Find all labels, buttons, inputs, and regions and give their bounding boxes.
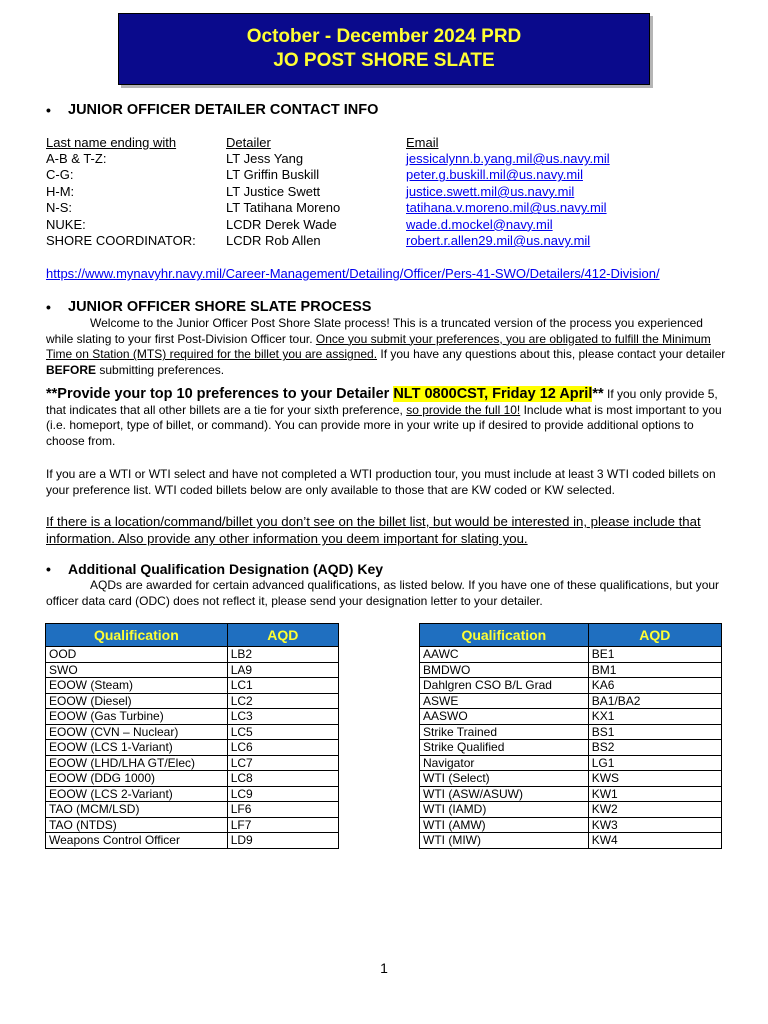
qualification-cell: Strike Trained: [420, 724, 589, 740]
process-paragraph-2: [46, 387, 726, 449]
qualification-cell: EOOW (Diesel): [46, 693, 228, 709]
qualification-cell: ASWE: [420, 693, 589, 709]
bullet-icon: •: [46, 299, 51, 315]
table-row: [46, 709, 339, 725]
qualification-cell: TAO (MCM/LSD): [46, 802, 228, 818]
process-heading-text: JUNIOR OFFICER SHORE SLATE PROCESS: [68, 299, 372, 315]
aqd-code-cell: LC1: [227, 678, 338, 694]
p1-text-b: If you have any questions about this, please contact your detailer: [377, 347, 726, 362]
table-row: [420, 740, 722, 756]
qualification-cell: BMDWO: [420, 662, 589, 678]
p1-underlined: Once you submit your preferences, you are obligated to fulfill the Minimum Time on Station (MTS) required for the billet you are assigned.: [46, 331, 711, 362]
table-row: [46, 693, 339, 709]
contact-range: SHORE COORDINATOR:: [46, 233, 196, 248]
aqd-code-cell: KX1: [588, 709, 721, 725]
contact-detailer: LT Justice Swett: [226, 183, 321, 199]
detailers-page-url[interactable]: https://www.mynavyhr.navy.mil/Career-Management/Detailing/Officer/Pers-41-SWO/Detailers/412-Division/: [46, 266, 660, 281]
qualification-cell: WTI (AMW): [420, 817, 589, 833]
aqd-code-cell: LG1: [588, 755, 721, 771]
table-row: [420, 833, 722, 849]
p1-text-a: Welcome to the Junior Officer Post Shore Slate process! This is a truncated version of the process you experienced while slating to your first Post-Division Officer tour.: [46, 316, 703, 346]
title-line-1: October - December 2024 PRD: [246, 26, 522, 47]
aqd-code-cell: LF7: [227, 817, 338, 833]
process-paragraph-3: If you are a WTI or WTI select and have not completed a WTI production tour, you must include at least 3 WTI coded billets on your preference list. WTI coded billets below are only available to those that are KW coded or KW selected.: [46, 467, 716, 497]
qualification-cell: WTI (ASW/ASUW): [420, 786, 589, 802]
contact-heading-text: JUNIOR OFFICER DETAILER CONTACT INFO: [68, 102, 379, 118]
table-row: [420, 647, 722, 663]
aqd-code-cell: LA9: [227, 662, 338, 678]
aqd-code-cell: KWS: [588, 771, 721, 787]
p2-underlined: so provide the full 10!: [406, 402, 521, 417]
qualification-cell: EOOW (Gas Turbine): [46, 709, 228, 725]
p1-text-c: submitting preferences.: [96, 362, 225, 377]
col-header-qualification: Qualification: [46, 624, 228, 647]
contact-detailer: LT Griffin Buskill: [226, 167, 320, 183]
aqd-code-cell: LC8: [227, 771, 338, 787]
qualification-cell: SWO: [46, 662, 228, 678]
qualification-cell: EOOW (LHD/LHA GT/Elec): [46, 755, 228, 771]
contact-email-link[interactable]: justice.swett.mil@us.navy.mil: [406, 183, 575, 199]
qualification-cell: TAO (NTDS): [46, 817, 228, 833]
table-row: [420, 678, 722, 694]
title-line-2: JO POST SHORE SLATE: [273, 50, 495, 71]
contact-email-link[interactable]: tatihana.v.moreno.mil@us.navy.mil: [406, 200, 607, 216]
col-header-detailer: Detailer: [226, 135, 271, 150]
qualification-cell: Dahlgren CSO B/L Grad: [420, 678, 589, 694]
bullet-icon: •: [46, 102, 51, 118]
contact-range: H-M:: [46, 183, 75, 199]
qualification-cell: OOD: [46, 647, 228, 663]
contact-range: NUKE:: [46, 216, 86, 232]
col-header-email: Email: [406, 135, 439, 150]
contact-email-link[interactable]: wade.d.mockel@navy.mil: [406, 216, 553, 232]
aqd-code-cell: LC5: [227, 724, 338, 740]
aqd-code-cell: BA1/BA2: [588, 693, 721, 709]
page-number: 1: [380, 960, 388, 976]
table-row: [420, 755, 722, 771]
aqd-paragraph: [46, 578, 726, 609]
col-header-aqd: AQD: [227, 624, 338, 647]
qualification-cell: WTI (IAMD): [420, 802, 589, 818]
bullet-icon: •: [46, 561, 51, 577]
aqd-heading: [46, 560, 383, 578]
aqd-code-cell: LC9: [227, 786, 338, 802]
aqd-code-cell: KW4: [588, 833, 721, 849]
table-row: [420, 771, 722, 787]
qualification-cell: Navigator: [420, 755, 589, 771]
table-row: [420, 802, 722, 818]
aqd-code-cell: KW2: [588, 802, 721, 818]
aqd-code-cell: LB2: [227, 647, 338, 663]
table-row: [420, 662, 722, 678]
table-row: [46, 755, 339, 771]
contact-email-link[interactable]: jessicalynn.b.yang.mil@us.navy.mil: [406, 151, 610, 166]
qualification-cell: EOOW (LCS 1-Variant): [46, 740, 228, 756]
aqd-code-cell: BM1: [588, 662, 721, 678]
col-header-lastname: Last name ending with: [46, 135, 177, 150]
detailers-page-link[interactable]: [46, 266, 660, 283]
qualification-cell: EOOW (DDG 1000): [46, 771, 228, 787]
qualification-cell: AAWC: [420, 647, 589, 663]
aqd-code-cell: LC7: [227, 755, 338, 771]
table-row: [46, 802, 339, 818]
qualification-cell: Weapons Control Officer: [46, 833, 228, 849]
aqd-code-cell: LC3: [227, 709, 338, 725]
table-row: [420, 709, 722, 725]
contact-detailer: LCDR Derek Wade: [226, 216, 337, 232]
col-header-aqd: AQD: [588, 624, 721, 647]
aqd-code-cell: KW3: [588, 817, 721, 833]
aqd-table-right: [419, 623, 722, 849]
process-paragraph-4: If there is a location/command/billet you don’t see on the billet list, but would be interested in, please include that information. Also provide any other information you deem important for slating you.: [46, 514, 701, 546]
table-row: [46, 771, 339, 787]
aqd-code-cell: BS1: [588, 724, 721, 740]
table-row: [46, 740, 339, 756]
p2-stars: **: [592, 386, 604, 402]
qualification-cell: Strike Qualified: [420, 740, 589, 756]
aqd-table-left: [45, 623, 339, 849]
table-row: [420, 724, 722, 740]
aqd-code-cell: KW1: [588, 786, 721, 802]
contact-heading: [46, 101, 378, 119]
contact-email-link[interactable]: robert.r.allen29.mil@us.navy.mil: [406, 233, 591, 248]
qualification-cell: EOOW (Steam): [46, 678, 228, 694]
p1-bold: BEFORE: [46, 362, 97, 377]
contact-detailer: LT Tatihana Moreno: [226, 200, 341, 216]
aqd-text: AQDs are awarded for certain advanced qualifications, as listed below. If you have one of these qualifications, but your officer data card (ODC) does not reflect it, please send your designation letter to your detailer.: [46, 578, 720, 608]
aqd-code-cell: KA6: [588, 678, 721, 694]
contact-email-link[interactable]: peter.g.buskill.mil@us.navy.mil: [406, 167, 583, 183]
p2-lead: **Provide your top 10 preferences to your Detailer: [46, 386, 394, 402]
qualification-cell: EOOW (CVN – Nuclear): [46, 724, 228, 740]
p2-text-a: If you only provide 5, that indicates that all other billets are a tie for your sixth preference,: [46, 387, 718, 417]
contact-range: N-S:: [46, 200, 72, 216]
qualification-cell: EOOW (LCS 2-Variant): [46, 786, 228, 802]
p2-text-b: Include what is most important to you (i.e. homeport, type of billet, or command). You can provide more in your write up if desired to provide additional options to choose from.: [46, 402, 722, 448]
table-row: [46, 833, 339, 849]
col-header-qualification: Qualification: [420, 624, 589, 647]
contact-range: A-B & T-Z:: [46, 151, 107, 166]
table-row: [46, 647, 339, 663]
process-heading: [46, 298, 371, 316]
table-row: [46, 662, 339, 678]
table-row: [420, 693, 722, 709]
aqd-code-cell: LF6: [227, 802, 338, 818]
contact-range: C-G:: [46, 167, 74, 183]
aqd-code-cell: BE1: [588, 647, 721, 663]
qualification-cell: WTI (Select): [420, 771, 589, 787]
aqd-code-cell: LC6: [227, 740, 338, 756]
title-banner: [118, 13, 650, 85]
qualification-cell: AASWO: [420, 709, 589, 725]
aqd-code-cell: LD9: [227, 833, 338, 849]
contact-detailer: LT Jess Yang: [226, 151, 304, 166]
aqd-heading-text: Additional Qualification Designation (AQD) Key: [68, 561, 384, 577]
table-row: [420, 786, 722, 802]
aqd-code-cell: LC2: [227, 693, 338, 709]
process-paragraph-1: [46, 316, 726, 378]
table-row: [46, 724, 339, 740]
contact-detailer: LCDR Rob Allen: [226, 233, 321, 248]
aqd-code-cell: BS2: [588, 740, 721, 756]
table-row: [46, 786, 339, 802]
table-row: [46, 678, 339, 694]
table-row: [420, 817, 722, 833]
qualification-cell: WTI (MIW): [420, 833, 589, 849]
table-row: [46, 817, 339, 833]
p2-deadline-highlight: NLT 0800CST, Friday 12 April: [393, 386, 593, 402]
